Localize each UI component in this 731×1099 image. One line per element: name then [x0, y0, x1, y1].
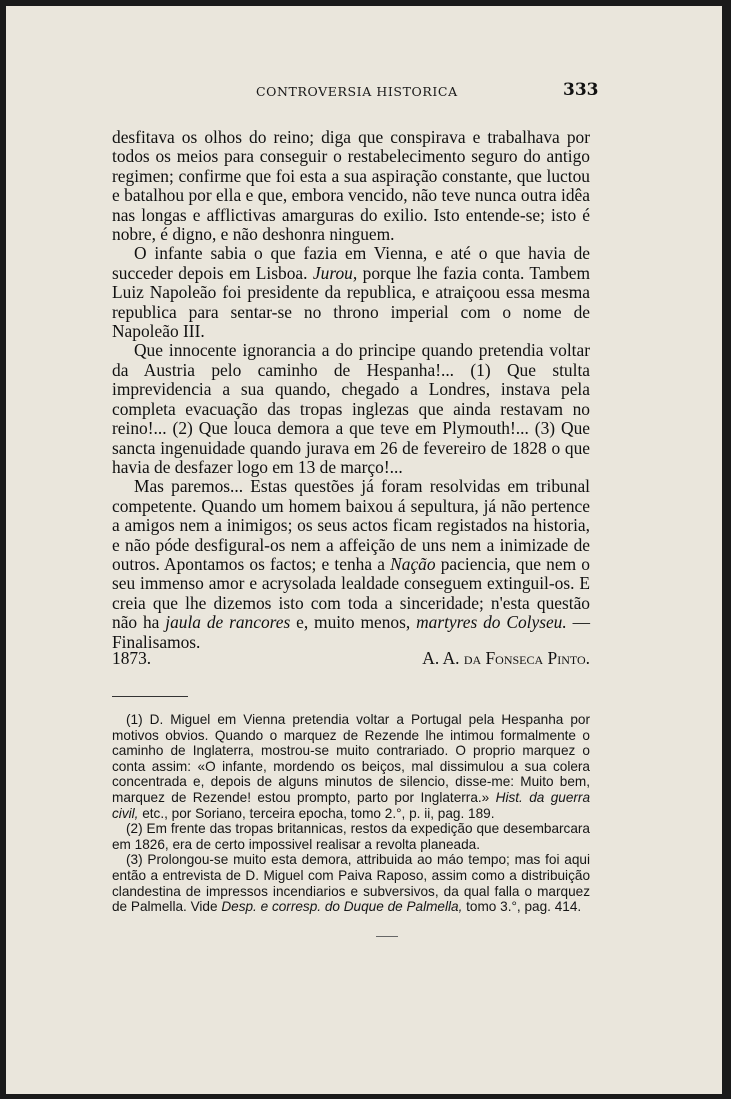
footnote-2: (2) Em frente das tropas britannicas, restos da expedição que desembarcara em 1826, era de certo impossivel realisar a revolta planeada. — [112, 821, 590, 852]
footnote-1: (1) D. Miguel em Vienna pretendia voltar a Portugal pela Hespanha por motivos obvios. Quando o marquez de Rezende lhe intimou formalmente o caminho de Inglaterra, mostrou-se muito contrariado. O proprio marquez o conta assim: «O infante, mordendo os beiços, mal dissimulou a sua colera concentrada e, depois de alguns minutos de silencio, disse-me: Muito bem, marquez de Rezende! estou prompto, parto por Inglaterra.» Hist. da guerra civil, etc., por Soriano, terceira epocha, tomo 2.°, p. ii, pag. 189. — [112, 712, 591, 821]
paragraph-1: desfitava os olhos do reino; diga que conspirava e trabalhava por todos os meios para conseguir o restabelecimento seguro do antigo regimen; confirme que foi esta a sua aspiração constante, que luctou e batalhou por ella e que, embora vencido, não teve nunca outra idêa nas longas e afflictivas amarguras do exilio. Isto entende-se; isto é nobre, é digno, e não deshonra ninguem. — [112, 127, 590, 245]
italic-hist-guerra: Hist. da guerra civil, — [112, 789, 591, 821]
page-header — [6, 76, 722, 104]
paragraph-2: O infante sabia o que fazia em Vienna, e até o que havia de succeder depois em Lisboa. Jurou, porque lhe fazia conta. Tambem Luiz Napoleão foi presidente da republica, e atraiçoou essa mesma republica para sentar-se no throno imperial com o nome de Napoleão III. — [112, 243, 591, 342]
italic-jaula: jaula de rancores — [165, 612, 291, 633]
end-ornament-rule — [376, 936, 398, 937]
footnote-3: (3) Prolongou-se muito esta demora, attribuida ao máo tempo; mas foi aqui então a entrevista de D. Miguel com Paiva Raposo, assim como a distribuição clandestina de impressos incendiarios e subversivos, da qual falla o marquez de Palmella. Vide Desp. e corresp. do Duque de Palmella, tomo 3.°, pag. 414. — [112, 852, 590, 915]
footnote-rule — [112, 696, 188, 697]
italic-desp-corresp: Desp. e corresp. do Duque de Palmella, — [221, 899, 463, 915]
signoff — [112, 648, 590, 672]
signoff-year: 1873. — [112, 648, 152, 668]
signoff-author: A. A. da Fonseca Pinto. — [422, 648, 590, 668]
paragraph-3: Que innocente ignorancia a do principe quando pretendia voltar da Austria pelo caminho de Hespanha!... (1) Que stulta imprevidencia a sua quando, chegado a Londres, instava pela completa evacuação das tropas inglezas que ainda restavam no reino!... (2) Que louca demora a que teve em Plymouth!... (3) Que sancta ingenuidade quando jurava em 26 de fevereiro de 1828 o que havia de desfazer logo em 13 de março!... — [112, 340, 590, 477]
italic-nacao: Nação — [390, 553, 436, 574]
page-number: 333 — [563, 80, 599, 100]
italic-jurou: Jurou, — [312, 262, 358, 283]
footnotes — [112, 712, 590, 915]
running-title: CONTROVERSIA HISTORICA — [256, 84, 458, 99]
body-text — [112, 128, 590, 652]
italic-martyres: martyres do Colyseu. — [416, 612, 567, 633]
paragraph-4: Mas paremos... Estas questões já foram resolvidas em tribunal competente. Quando um homem baixou á sepultura, já não pertence a amigos nem a inimigos; os seus actos ficam registados na historia, e não póde desfigural-os nem a affeição de uns nem a inimizade de outros. Apontamos os factos; e tenha a Nação paciencia, que nem o seu immenso amor e acrysolada lealdade conseguem extinguil-os. E creia que lhe dizemos isto com toda a sinceridade; n'esta questão não ha jaula de rancores e, muito menos, martyres do Colyseu. — Finalisamos. — [112, 476, 590, 652]
book-page — [6, 6, 722, 1094]
